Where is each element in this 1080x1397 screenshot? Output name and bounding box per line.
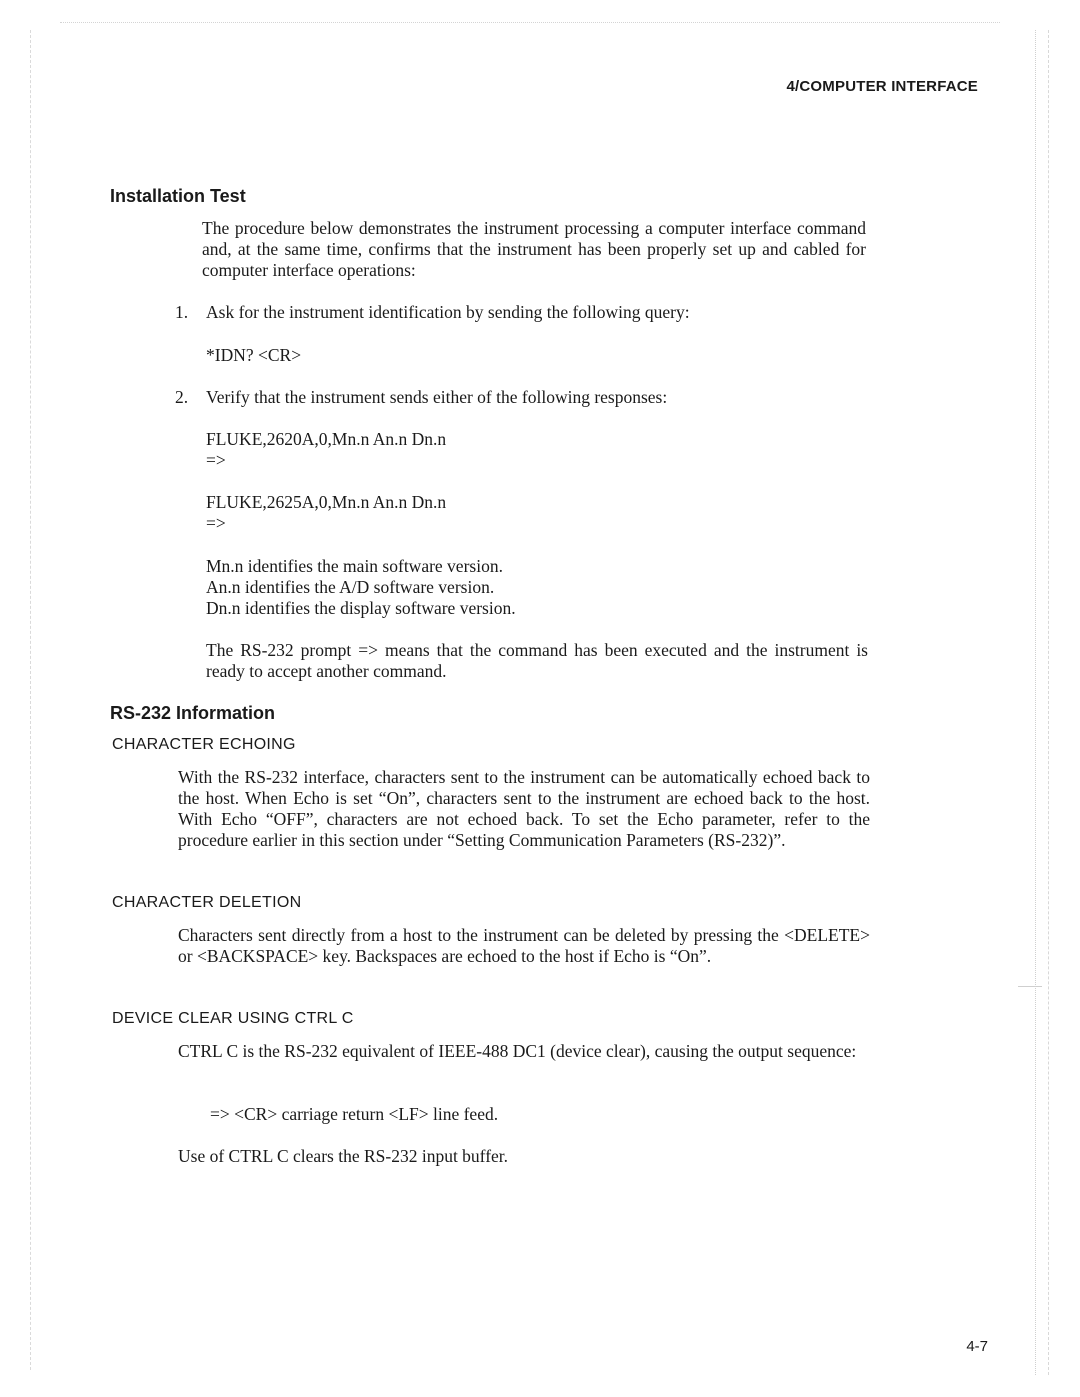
- character-deletion-paragraph: Characters sent directly from a host to the instrument can be deleted by pressing the <DELETE> or <BACKSPACE> key. Backspaces are echoed to the host if Echo is “On”.: [178, 925, 870, 966]
- idn-query-code: *IDN? <CR>: [206, 345, 302, 365]
- scan-tick-mark: [1018, 986, 1042, 987]
- response-1-line-1: FLUKE,2620A,0,Mn.n An.n Dn.n: [206, 429, 447, 449]
- response-2-line-2: =>: [206, 513, 226, 533]
- ident-main: Mn.n identifies the main software version.: [206, 556, 503, 576]
- response-2-line-1: FLUKE,2625A,0,Mn.n An.n Dn.n: [206, 492, 447, 512]
- device-clear-note: Use of CTRL C clears the RS-232 input buffer.: [178, 1146, 509, 1166]
- section-title-rs232-information: RS-232 Information: [110, 703, 276, 723]
- step-number-1: 1.: [175, 302, 189, 322]
- response-2: [206, 492, 446, 534]
- subsection-title-character-deletion: CHARACTER DELETION: [112, 894, 302, 911]
- step-1-text: Ask for the instrument identification by sending the following query:: [206, 302, 690, 322]
- running-header: 4/COMPUTER INTERFACE: [786, 78, 978, 95]
- step-2-text: Verify that the instrument sends either of the following responses:: [206, 387, 668, 407]
- scan-top-edge: [60, 22, 1000, 23]
- step-number-2: 2.: [175, 387, 189, 407]
- scan-right-edge: [1048, 30, 1049, 1375]
- ident-display: Dn.n identifies the display software version.: [206, 598, 516, 618]
- version-identifiers: [206, 556, 516, 619]
- subsection-title-character-echoing: CHARACTER ECHOING: [112, 736, 296, 753]
- section-title-installation-test: Installation Test: [110, 186, 246, 206]
- installation-intro-paragraph: The procedure below demonstrates the instrument processing a computer interface command and, at the same time, confirms that the instrument has been properly set up and cabled for computer interface operations:: [202, 218, 866, 280]
- device-clear-sequence: => <CR> carriage return <LF> line feed.: [210, 1104, 499, 1124]
- scan-right-rule: [1035, 30, 1036, 1375]
- prompt-note-paragraph: The RS-232 prompt => means that the command has been executed and the instrument is ready to accept another command.: [206, 640, 868, 681]
- character-echoing-paragraph: With the RS-232 interface, characters sent to the instrument can be automatically echoed back to the host. When Echo is set “On”, characters sent to the instrument are echoed back to the host. With Echo “OFF”, characters are not echoed back. To set the Echo parameter, refer to the procedure earlier in this section under “Setting Communication Parameters (RS-232)”.: [178, 767, 870, 850]
- scan-left-edge: [30, 30, 31, 1370]
- response-1: [206, 429, 446, 471]
- response-1-line-2: =>: [206, 450, 226, 470]
- page-number: 4-7: [966, 1338, 988, 1355]
- device-clear-paragraph: CTRL C is the RS-232 equivalent of IEEE-488 DC1 (device clear), causing the output sequence:: [178, 1041, 857, 1061]
- subsection-title-device-clear: DEVICE CLEAR USING CTRL C: [112, 1010, 354, 1027]
- ident-ad: An.n identifies the A/D software version.: [206, 577, 495, 597]
